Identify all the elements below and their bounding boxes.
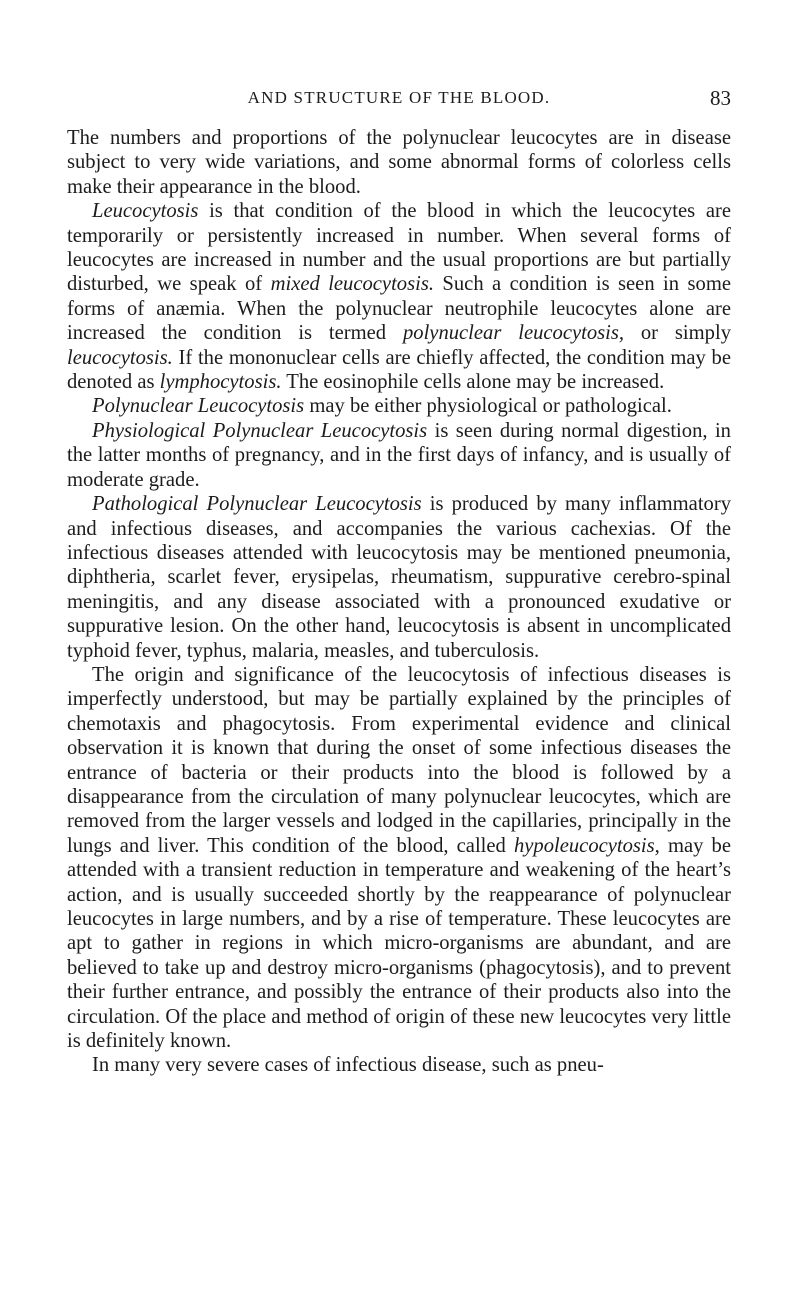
paragraph [67,419,731,492]
text-run: In many very severe cases of infectious disease, such as pneu- [92,1054,604,1077]
text-run: may be attended with a transient reduction in temperature and weakening of the heart’s action, and is usually succeeded shortly by the reappearance of polynuclear leucocytes in large numbers, and by a rise of temperature. These leucocytes are apt to gather in regions in which micro-organisms are abundant, and are believed to take up and destroy micro-organisms (phagocytosis), and to prevent their further entrance, and possibly the entrance of their products also into the circulation. Of the place and method of origin of these new leucocytes very little is definitely known. [67,834,731,1053]
italic-term: Pathological Polynuclear Leucocytosis [92,493,422,516]
italic-term: Physiological Polynuclear Leucocytosis [92,419,428,442]
italic-term: mixed leucocytosis. [270,273,434,296]
paragraph [67,1053,731,1077]
body-text [67,126,731,1078]
paragraph [67,394,731,418]
italic-term: hypoleucocytosis, [513,834,660,857]
italic-term: Polynuclear Leucocytosis [92,395,305,418]
text-run: The origin and significance of the leucocytosis of infectious diseases is imperfectly understood, but may be partially explained by the principles of chemotaxis and phagocytosis. From experimental evidence and clinical observation it is known that during the onset of some infectious diseases the entrance of bacteria or their products into the blood is followed by a disappearance from the circulation of many polynuclear leucocytes, which are removed from the larger vessels and lodged in the capillaries, principally in the lungs and liver. This condition of the blood, called [67,663,731,857]
paragraph [67,126,731,199]
text-run: If the mononuclear cells are chiefly affected, the condition may be denoted as [67,346,731,394]
text-run: is seen during normal digestion, in the latter months of pregnancy, and in the first days of infancy, and is usually of moderate grade. [67,419,731,491]
italic-term: lymphocytosis. [159,371,282,394]
paragraph [67,199,731,394]
text-run: is that condition of the blood in which the leucocytes are temporarily or persistently increased in number. When several forms of leucocytes are increased in number and the usual proportions are but partially disturbed, we speak of [67,200,731,296]
page-number: 83 [710,86,731,110]
text-run: The numbers and proportions of the polynuclear leucocytes are in disease subject to very wide variations, and some abnormal forms of colorless cells make their appearance in the blood. [67,127,731,198]
text-run: is produced by many inflammatory and infectious diseases, and accompanies the various cachexias. Of the infectious diseases attended with leucocytosis may be mentioned pneumonia, diphtheria, scarlet fever, erysipelas, rheumatism, suppurative cerebro-spinal meningitis, and any disease associated with a pronounced exudative or suppurative lesion. On the other hand, leucocytosis is absent in uncomplicated typhoid fever, typhus, malaria, measles, and tuberculosis. [67,493,731,662]
paragraph [67,492,731,663]
text-run: may be either physiological or pathological. [304,395,672,418]
italic-term: Leucocytosis [92,200,199,223]
text-run: or simply [624,322,731,345]
italic-term: polynuclear leucocytosis, [402,322,625,345]
paragraph [67,663,731,1054]
text-run: Such a condition is seen in some forms of anæmia. When the polynuclear neutrophile leucocytes alone are increased the condition is termed [67,273,731,345]
text-run: The eosinophile cells alone may be increased. [281,371,665,394]
italic-term: leucocytosis. [67,346,173,369]
running-title: AND STRUCTURE OF THE BLOOD. [247,88,551,107]
running-head [67,86,731,112]
